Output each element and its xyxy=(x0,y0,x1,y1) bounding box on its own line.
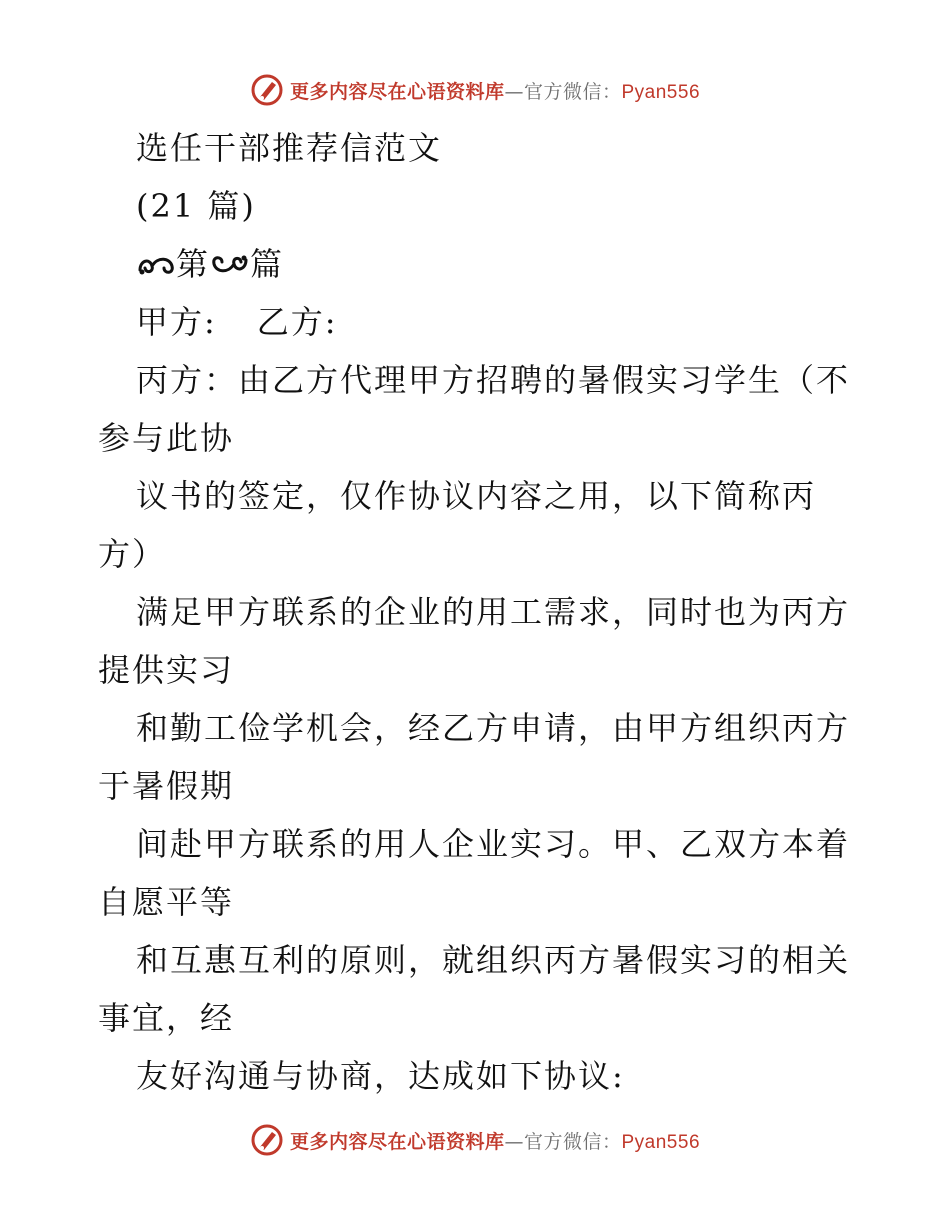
banner-text xyxy=(290,1127,700,1154)
banner-title: 更多内容尽在心语资料库 xyxy=(289,1130,505,1153)
left-ornament-icon xyxy=(136,252,176,278)
paragraph-line: 友好沟通与协商，达成如下协议: xyxy=(136,1057,625,1095)
footer-banner xyxy=(0,1120,950,1160)
party-b-label: 乙方: xyxy=(256,303,338,341)
paragraph-line: 和互惠互利的原则，就组织丙方暑假实习的相关 xyxy=(136,941,851,979)
paragraph-line: 方） xyxy=(98,535,167,573)
document-count: (21 篇) xyxy=(136,187,256,225)
banner-dash: — xyxy=(504,1130,524,1153)
paragraph-line: 议书的签定，仅作协议内容之用，以下简称丙 xyxy=(136,477,817,515)
paragraph-line: 参与此协 xyxy=(98,419,235,457)
section-heading xyxy=(136,244,284,284)
header-banner xyxy=(0,70,950,110)
banner-wechat-id: Pyan556 xyxy=(621,81,701,103)
paragraph-line: 间赴甲方联系的用人企业实习。甲、乙双方本着 xyxy=(136,825,851,863)
right-ornament-icon xyxy=(210,252,250,278)
document-title: 选任干部推荐信范文 xyxy=(136,129,443,167)
party-a-label: 甲方: xyxy=(136,303,217,341)
banner-wechat-label: 官方微信： xyxy=(523,1130,622,1153)
parties-line xyxy=(136,302,338,342)
paragraph-line: 和勤工俭学机会，经乙方申请，由甲方组织丙方 xyxy=(136,709,851,747)
banner-wechat-id: Pyan556 xyxy=(621,1131,701,1153)
paragraph-line: 满足甲方联系的企业的用工需求，同时也为丙方 xyxy=(136,593,851,631)
pen-circle-logo-icon xyxy=(250,1123,284,1157)
paragraph-line: 事宜，经 xyxy=(98,999,235,1037)
banner-title: 更多内容尽在心语资料库 xyxy=(289,80,505,103)
pen-circle-logo-icon xyxy=(250,73,284,107)
paragraph-line: 提供实习 xyxy=(98,651,235,689)
section-char-1: 第 xyxy=(176,245,211,283)
paragraph-line: 于暑假期 xyxy=(98,767,235,805)
paragraph-line: 自愿平等 xyxy=(98,883,235,921)
banner-dash: — xyxy=(504,80,524,103)
section-char-2: 篇 xyxy=(250,245,285,283)
paragraph-line: 丙方：由乙方代理甲方招聘的暑假实习学生（不 xyxy=(136,361,851,399)
banner-wechat-label: 官方微信： xyxy=(523,80,622,103)
banner-text xyxy=(290,77,700,104)
